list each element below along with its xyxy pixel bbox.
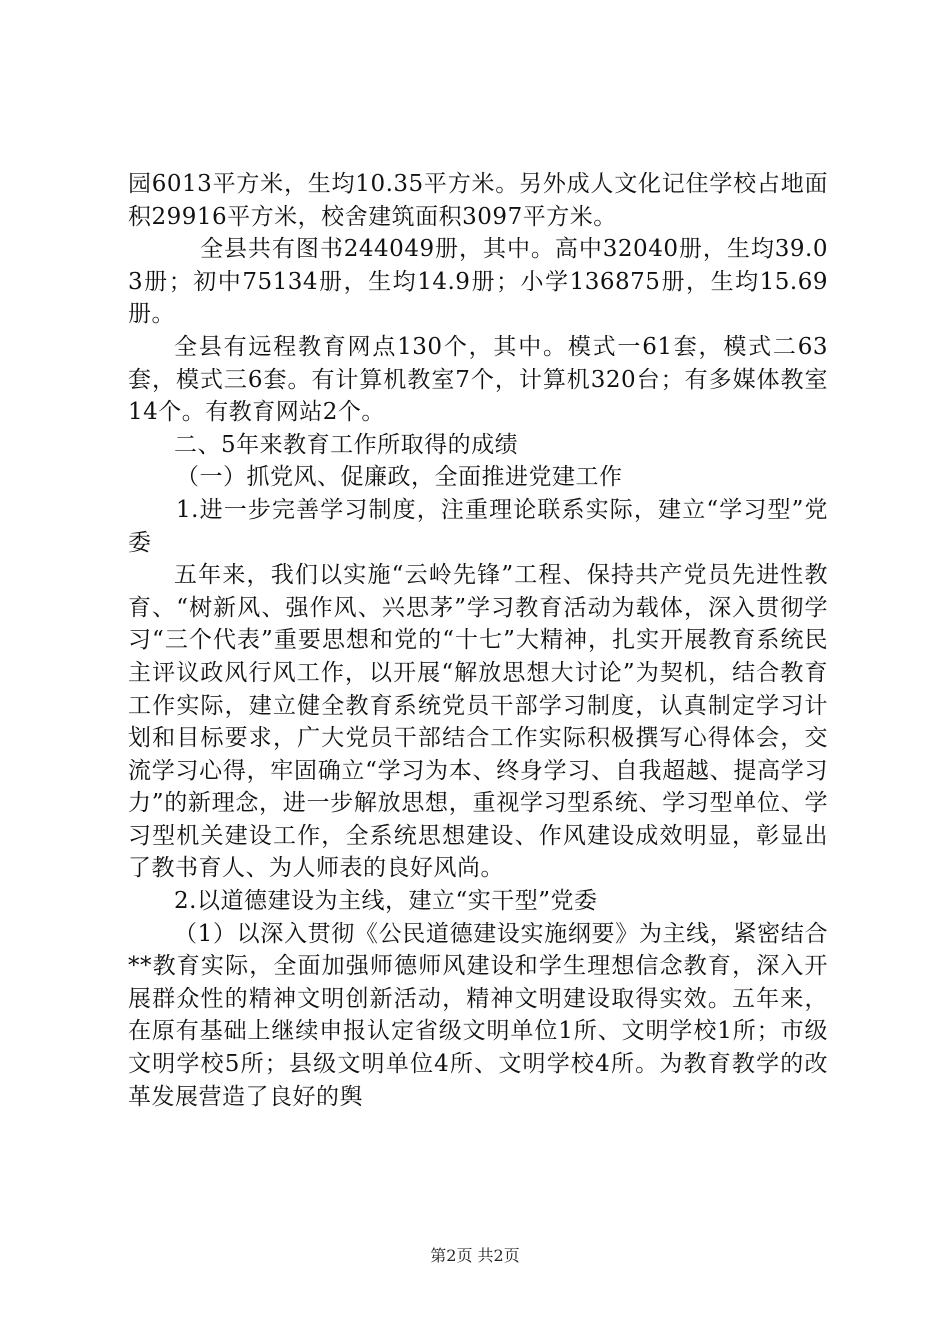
subsection-heading-party-building: （一）抓党风、促廉政，全面推进党建工作 [176, 464, 623, 491]
item-heading-practical-type: 2.以道德建设为主线，建立“实干型”党委 [174, 888, 598, 915]
item-heading-learning-type: 1.进一步完善学习制度，注重理论联系实际，建立“学习型”党委 [128, 496, 828, 556]
document-body [128, 168, 828, 1113]
paragraph-moral-construction: （1）以深入贯彻《公民道德建设实施纲要》为主线，紧密结合**教育实际，全面加强师德师风建设和学生理想信念教育，深入开展群众性的精神文明创新活动，精神文明建设取得实效。五年来，在原有基础上继续申报认定省级文明单位1所、文明学校1所；市级文明学校5所；县级文明单位4所、文明学校4所。为教育教学的改革发展营造了良好的舆 [128, 920, 828, 1110]
paragraph-campus-area: 园6013平方米，生均10.35平方米。另外成人文化记住学校占地面积29916平方米，校舍建筑面积3097平方米。 [128, 171, 828, 230]
section-heading-achievements: 二、5年来教育工作所取得的成绩 [174, 431, 519, 458]
paragraph-library-books: 全县共有图书244049册，其中。高中32040册，生均39.03册；初中75134册，生均14.9册；小学136875册，生均15.69册。 [128, 236, 828, 328]
page-footer: 第2页 共2页 [430, 1246, 520, 1265]
paragraph-remote-education: 全县有远程教育网点130个，其中。模式一61套，模式二63套，模式三6套。有计算机教室7个，计算机320台；有多媒体教室14个。有教育网站2个。 [128, 333, 828, 426]
paragraph-five-years-learning: 五年来，我们以实施“云岭先锋”工程、保持共产党员先进性教育、“树新风、强作风、兴思茅”学习教育活动为载体，深入贯彻学习“三个代表”重要思想和党的“十七”大精神，扎实开展教育系统民主评议政风行风工作，以开展“解放思想大讨论”为契机，结合教育工作实际，建立健全教育系统党员干部学习制度，认真制定学习计划和目标要求，广大党员干部结合工作实际积极撰写心得体会，交流学习心得，牢固确立“学习为本、终身学习、自我超越、提高学习力”的新理念，进一步解放思想，重视学习型系统、学习型单位、学习型机关建设工作，全系统思想建设、作风建设成效明显，彰显出了教书育人、为人师表的良好风尚。 [128, 562, 828, 882]
